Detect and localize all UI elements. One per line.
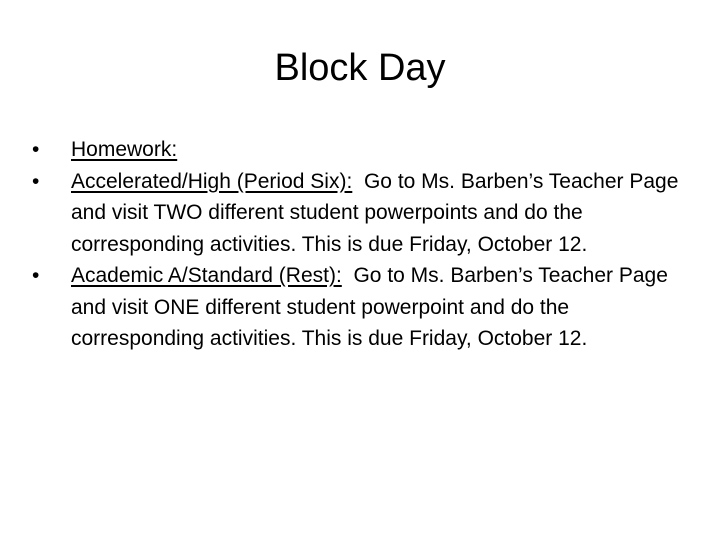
bullet-marker: • xyxy=(32,138,40,161)
bullet-marker: • xyxy=(32,264,40,287)
bullet-text: Go to Ms. Barben’s Teacher Page and visit ONE different student powerpoint and do the corresponding activities. This is due Friday, October 12. xyxy=(71,264,668,350)
bullet-academic-standard xyxy=(24,260,704,355)
bullet-text: Go to Ms. Barben’s Teacher Page and visit TWO different student powerpoints and do the corresponding activities. This is due Friday, October 12. xyxy=(71,169,679,256)
bullet-marker: • xyxy=(32,169,40,193)
bullet-accelerated-high xyxy=(24,166,704,261)
bullet-homework xyxy=(24,134,704,166)
slide-title: Block Day xyxy=(274,47,446,89)
bullet-lead: Homework: xyxy=(71,138,178,161)
bullet-lead: Academic A/Standard (Rest): xyxy=(71,264,342,287)
bullet-lead: Accelerated/High (Period Six): xyxy=(71,169,353,193)
bullet-list xyxy=(24,134,704,355)
